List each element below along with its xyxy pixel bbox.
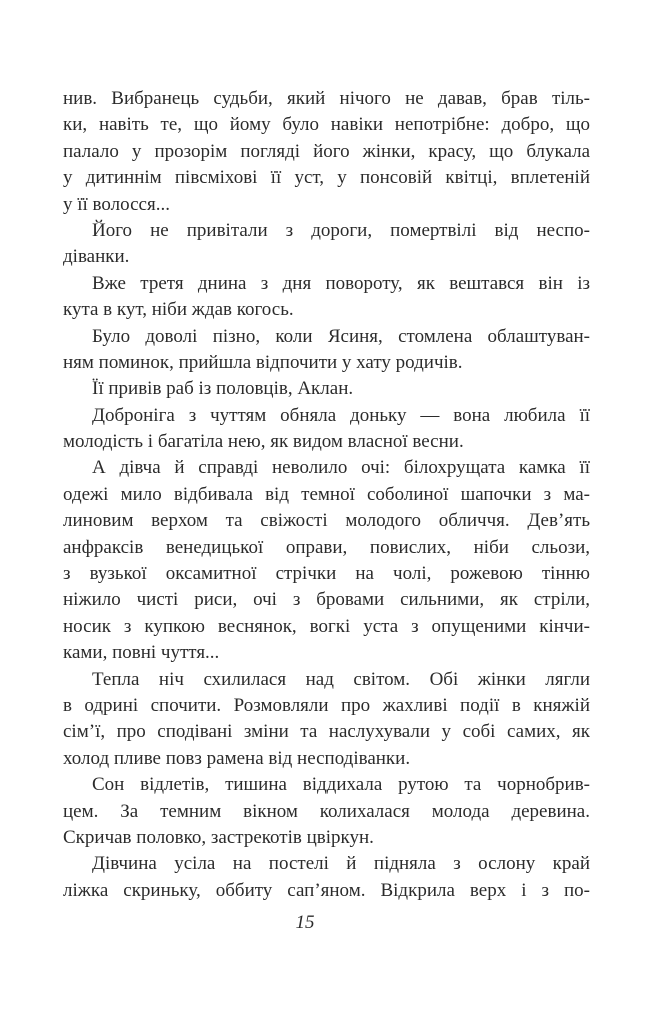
text-line: Доброніга з чуттям обняла доньку — вона любила її [92, 404, 590, 426]
text-line: одежі мило відбивала від темної соболиної шапочки з ма- [63, 483, 590, 505]
text-line: Його не привітали з дороги, помертвілі від неспо- [92, 219, 590, 241]
text-line: в одрині спочити. Розмовляли про жахливі події в княжій [63, 694, 590, 716]
text-line: ліжка скриньку, оббиту сап’яном. Відкрила верх і з по- [63, 879, 590, 901]
page-number: 15 [295, 912, 315, 933]
text-line: ням поминок, прийшла відпочити у хату родичів. [63, 351, 463, 373]
text-line: сім’ї, про сподівані зміни та наслухували у собі самих, як [63, 721, 590, 743]
text-line: ки, навіть те, що йому було навіки непотрібне: добро, що [63, 114, 590, 136]
text-line: носик з купкою веснянок, вогкі уста з опущеними кінчи- [63, 615, 590, 637]
text-line: ніжило чисті риси, очі з бровами сильними, як стріли, [63, 589, 590, 611]
text-line: Вже третя днина з дня повороту, як вештався він із [92, 272, 590, 294]
text-line: цем. За темним вікном колихалася молода деревина. [63, 800, 590, 822]
text-line: діванки. [63, 246, 130, 268]
text-line: з вузької оксамитної стрічки на чолі, рожевою тінню [63, 563, 590, 585]
text-line: у її волосся... [63, 193, 170, 215]
text-line: Дівчина усіла на постелі й підняла з ослону край [92, 853, 590, 875]
text-line: нив. Вибранець судьби, який нічого не давав, брав тіль- [63, 88, 590, 109]
book-page-text [63, 86, 590, 904]
text-line: Її привів раб із половців, Аклан. [92, 378, 354, 400]
text-line: у дитиннім півсміхові її уст, у понсовій квітці, вплетеній [63, 167, 590, 189]
text-line: холод пливе повз рамена від несподіванки. [63, 747, 411, 769]
text-line: кута в кут, ніби ждав когось. [63, 299, 294, 321]
text-line: Було доволі пізно, коли Ясиня, стомлена облаштуван- [92, 325, 590, 347]
text-line: Скричав половко, застрекотів цвіркун. [63, 826, 374, 848]
text-line: А дівча й справді неволило очі: білохрущата камка її [92, 457, 590, 479]
text-line: палало у прозорім погляді його жінки, красу, що блукала [63, 140, 590, 162]
text-line: линовим верхом та свіжості молодого обличчя. Дев’ять [63, 510, 590, 532]
text-line: анфраксів венедицької оправи, повислих, ніби сльози, [63, 536, 590, 558]
text-line: молодість і багатіла нею, як видом власної весни. [63, 431, 464, 453]
text-line: Сон відлетів, тишина віддихала рутою та чорнобрив- [92, 774, 590, 796]
text-line: Тепла ніч схилилася над світом. Обі жінки лягли [92, 668, 590, 690]
text-line: ками, повні чуття... [63, 642, 220, 664]
